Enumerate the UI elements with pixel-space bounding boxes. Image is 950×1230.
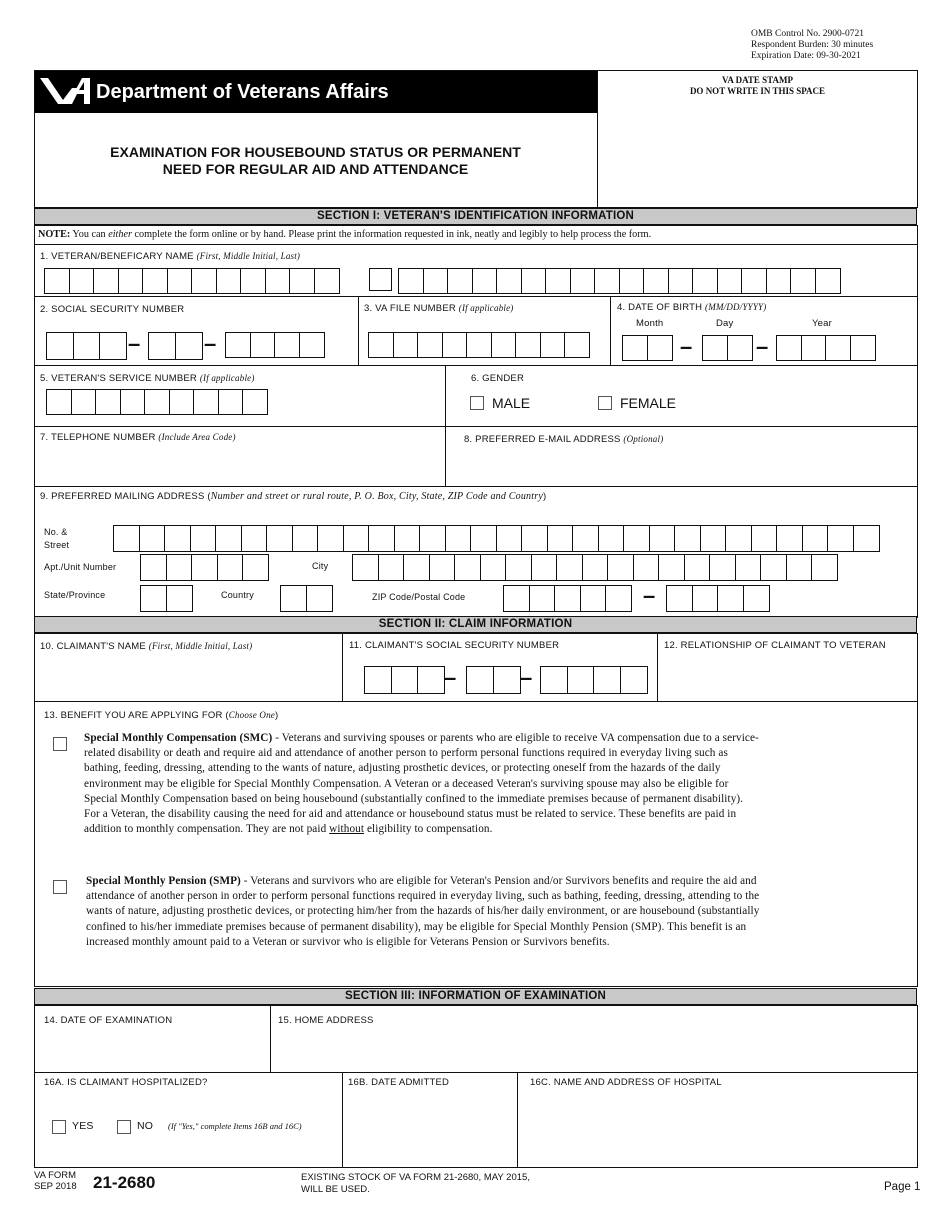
input-cell[interactable] xyxy=(700,525,727,552)
input-cell[interactable] xyxy=(827,525,854,552)
omb-burden: Respondent Burden: 30 minutes xyxy=(751,40,874,50)
input-cell[interactable] xyxy=(540,666,568,694)
input-cell[interactable] xyxy=(167,268,193,294)
state-label: State/Province xyxy=(44,590,106,600)
input-cell[interactable] xyxy=(598,525,625,552)
smp-line: attendance of another person in order to perform personal functions required in everyday living, such as bathing, feeding, dressing, attending to the xyxy=(86,890,760,903)
field5-label xyxy=(40,373,255,384)
smc-line: Special Monthly Compensation based on being housebound (substantially confined to the immediate premises because of permanent disability). xyxy=(84,792,744,805)
agency-name: Department of Veterans Affairs xyxy=(96,81,389,103)
input-cell[interactable] xyxy=(166,585,193,612)
input-cell[interactable] xyxy=(521,268,547,294)
home-address-field[interactable] xyxy=(276,1030,912,1068)
gender-female-checkbox[interactable] xyxy=(598,396,612,410)
divider xyxy=(34,486,918,487)
input-cell[interactable] xyxy=(556,554,583,581)
field7-label-text: 7. TELEPHONE NUMBER xyxy=(40,432,156,443)
zip-code-field[interactable] xyxy=(503,585,631,612)
input-cell[interactable] xyxy=(69,268,95,294)
section3-header: SECTION III: INFORMATION OF EXAMINATION xyxy=(34,988,917,1005)
input-cell[interactable] xyxy=(853,525,880,552)
divider xyxy=(34,701,918,702)
note-text: complete the form online or by hand. Please print the information requested in ink, neatly and legibly to help process the form. xyxy=(131,229,652,240)
input-cell[interactable] xyxy=(466,332,492,358)
input-cell[interactable] xyxy=(751,525,778,552)
field3-label-text: 3. VA FILE NUMBER xyxy=(364,303,456,314)
state-field[interactable] xyxy=(140,585,191,612)
veteran-middle-initial-field[interactable] xyxy=(369,268,391,291)
input-cell[interactable] xyxy=(46,389,72,415)
input-cell[interactable] xyxy=(658,554,685,581)
smc-line: related disability or death and require aid and attendance of another person to perform personal functions required in everyday living such as xyxy=(84,747,728,760)
divider xyxy=(342,1072,343,1168)
field10-hint: (First, Middle Initial, Last) xyxy=(148,641,253,651)
telephone-field[interactable] xyxy=(40,446,440,482)
claimant-name-field[interactable] xyxy=(40,656,336,696)
input-cell[interactable] xyxy=(99,332,127,360)
input-cell[interactable] xyxy=(790,268,816,294)
veteran-first-name-field[interactable] xyxy=(44,268,338,294)
input-cell[interactable] xyxy=(725,525,752,552)
input-cell[interactable] xyxy=(540,332,566,358)
input-cell[interactable] xyxy=(607,554,634,581)
field2-label: 2. SOCIAL SECURITY NUMBER xyxy=(40,304,185,315)
input-cell[interactable] xyxy=(811,554,838,581)
field13-label-text: 13. BENEFIT YOU ARE APPLYING FOR ( xyxy=(44,710,229,721)
smc-line: environment may be eligible for Special Monthly Compensation. A Veteran or a deceased Veteran's surviving spouse may also be eligible for xyxy=(84,777,729,790)
input-cell[interactable] xyxy=(280,585,307,612)
input-cell[interactable] xyxy=(148,332,176,360)
field8-label-text: 8. PREFERRED E-MAIL ADDRESS xyxy=(464,434,621,445)
smc-line: eligibility to compensation. xyxy=(364,823,493,836)
dob-day-label: Day xyxy=(716,318,734,329)
section2-header: SECTION II: CLAIM INFORMATION xyxy=(34,616,917,633)
input-cell[interactable] xyxy=(491,332,517,358)
dash: – xyxy=(643,583,656,608)
dob-day-field[interactable] xyxy=(702,335,751,361)
input-cell[interactable] xyxy=(274,332,300,358)
input-cell[interactable] xyxy=(531,554,558,581)
input-cell[interactable] xyxy=(215,525,242,552)
input-cell[interactable] xyxy=(393,332,419,358)
input-cell[interactable] xyxy=(480,554,507,581)
field4-label xyxy=(617,302,766,313)
input-cell[interactable] xyxy=(643,268,669,294)
input-cell[interactable] xyxy=(118,268,144,294)
section1-header: SECTION I: VETERAN'S IDENTIFICATION INFORMATION xyxy=(34,208,917,225)
input-cell[interactable] xyxy=(570,268,596,294)
input-cell[interactable] xyxy=(95,389,121,415)
field8-label xyxy=(464,434,663,445)
ssn-part2-field[interactable] xyxy=(148,332,201,360)
input-cell[interactable] xyxy=(265,268,291,294)
field5-label-text: 5. VETERAN'S SERVICE NUMBER xyxy=(40,373,197,384)
input-cell[interactable] xyxy=(496,268,522,294)
input-cell[interactable] xyxy=(423,268,449,294)
input-cell[interactable] xyxy=(113,525,140,552)
input-cell[interactable] xyxy=(717,268,743,294)
note-italic: either xyxy=(108,229,132,240)
input-cell[interactable] xyxy=(368,525,395,552)
input-cell[interactable] xyxy=(668,268,694,294)
relationship-field[interactable] xyxy=(662,656,912,696)
input-cell[interactable] xyxy=(674,525,701,552)
omb-control: OMB Control No. 2900-0721 xyxy=(751,29,864,39)
smp-description xyxy=(86,874,759,950)
input-cell[interactable] xyxy=(391,666,419,694)
street-label-street: Street xyxy=(44,540,70,550)
input-cell[interactable] xyxy=(242,554,269,581)
input-cell[interactable] xyxy=(493,666,521,694)
field1-label-text: 1. VETERAN/BENEFICARY NAME xyxy=(40,251,194,262)
field9-close: ) xyxy=(542,491,547,502)
input-cell[interactable] xyxy=(564,332,590,358)
divider xyxy=(34,426,918,427)
input-cell[interactable] xyxy=(529,585,556,612)
exam-date-field[interactable] xyxy=(40,1030,266,1068)
input-cell[interactable] xyxy=(240,268,266,294)
smp-title: Special Monthly Pension (SMP) xyxy=(86,875,241,887)
field13-hint: Choose One xyxy=(228,710,275,720)
field12-label: 12. RELATIONSHIP OF CLAIMANT TO VETERAN xyxy=(664,640,886,651)
input-cell[interactable] xyxy=(306,585,333,612)
page-number: Page 1 xyxy=(884,1181,921,1193)
input-cell[interactable] xyxy=(572,525,599,552)
input-cell[interactable] xyxy=(815,268,841,294)
smc-checkbox[interactable] xyxy=(53,737,67,751)
city-field[interactable] xyxy=(352,554,837,581)
input-cell[interactable] xyxy=(850,335,876,361)
field11-label: 11. CLAIMANT'S SOCIAL SECURITY NUMBER xyxy=(349,640,560,651)
input-cell[interactable] xyxy=(314,268,340,294)
input-cell[interactable] xyxy=(44,268,70,294)
date-admitted-field[interactable] xyxy=(346,1092,512,1164)
smp-checkbox[interactable] xyxy=(53,880,67,894)
input-cell[interactable] xyxy=(825,335,851,361)
title-line1: EXAMINATION FOR HOUSEBOUND STATUS OR PERMANENT xyxy=(110,144,521,160)
divider xyxy=(34,296,918,297)
input-cell[interactable] xyxy=(317,525,344,552)
input-cell[interactable] xyxy=(454,554,481,581)
input-cell[interactable] xyxy=(266,525,293,552)
smc-title: Special Monthly Compensation (SMC) xyxy=(84,732,273,744)
input-cell[interactable] xyxy=(666,585,693,612)
ssn-part1-field[interactable] xyxy=(46,332,126,360)
ssn-part3-field[interactable] xyxy=(225,332,323,358)
field14-label: 14. DATE OF EXAMINATION xyxy=(44,1015,173,1026)
field16a-label: 16A. IS CLAIMANT HOSPITALIZED? xyxy=(44,1077,208,1088)
street-field[interactable] xyxy=(113,525,878,552)
divider xyxy=(358,296,359,365)
input-cell[interactable] xyxy=(403,554,430,581)
field4-label-text: 4. DATE OF BIRTH xyxy=(617,302,703,313)
gender-male-checkbox[interactable] xyxy=(470,396,484,410)
smp-line: - Veterans and survivors who are eligible for Veteran's Pension and/or Survivors benefits and require the aid and xyxy=(240,875,757,887)
input-cell[interactable] xyxy=(547,525,574,552)
field15-label: 15. HOME ADDRESS xyxy=(278,1015,374,1026)
dash: – xyxy=(444,665,457,690)
input-cell[interactable] xyxy=(802,525,829,552)
dash: – xyxy=(204,331,217,356)
title-line2: NEED FOR REGULAR AID AND ATTENDANCE xyxy=(162,161,469,177)
input-cell[interactable] xyxy=(394,525,421,552)
city-label: City xyxy=(312,561,329,571)
input-cell[interactable] xyxy=(623,525,650,552)
dash: – xyxy=(756,334,769,359)
input-cell[interactable] xyxy=(727,335,753,361)
input-cell[interactable] xyxy=(241,525,268,552)
note-label: NOTE: xyxy=(38,229,71,240)
input-cell[interactable] xyxy=(605,585,632,612)
divider xyxy=(34,365,918,366)
field9-label-text: 9. PREFERRED MAILING ADDRESS ( xyxy=(40,491,211,502)
country-field[interactable] xyxy=(280,585,331,612)
divider xyxy=(270,1005,271,1072)
input-cell[interactable] xyxy=(368,332,394,358)
form-id-small xyxy=(34,1170,77,1192)
smp-line: wants of nature, adjusting prosthetic devices, or protecting him/her from the hazards of his/her daily environment, or are housebound (substantially xyxy=(86,905,760,918)
field9-label xyxy=(40,491,546,502)
input-cell[interactable] xyxy=(378,554,405,581)
input-cell[interactable] xyxy=(743,585,770,612)
input-cell[interactable] xyxy=(169,389,195,415)
service-number-field[interactable] xyxy=(46,389,267,415)
input-cell[interactable] xyxy=(419,525,446,552)
input-cell[interactable] xyxy=(289,268,315,294)
smc-line: addition to monthly compensation. They are not paid xyxy=(84,823,330,836)
note xyxy=(38,229,651,240)
dob-month-label: Month xyxy=(636,318,664,329)
claimant-ssn-part1-field[interactable] xyxy=(364,666,444,694)
field16c-label: 16C. NAME AND ADDRESS OF HOSPITAL xyxy=(530,1077,722,1088)
email-field[interactable] xyxy=(450,448,912,482)
divider xyxy=(610,296,611,365)
hospitalized-hint: (If "Yes," complete Items 16B and 16C) xyxy=(168,1121,302,1131)
stock-note xyxy=(301,1172,530,1196)
input-cell[interactable] xyxy=(175,332,203,360)
hospitalized-no-checkbox[interactable] xyxy=(117,1120,131,1134)
hospitalized-yes-checkbox[interactable] xyxy=(52,1120,66,1134)
input-cell[interactable] xyxy=(580,585,607,612)
omb-info xyxy=(751,29,873,62)
input-cell[interactable] xyxy=(692,585,719,612)
field9-hint: Number and street or rural route, P. O. Box, City, State, ZIP Code and Country xyxy=(210,491,543,502)
input-cell[interactable] xyxy=(554,585,581,612)
dash: – xyxy=(680,334,693,359)
input-cell[interactable] xyxy=(717,585,744,612)
input-cell[interactable] xyxy=(760,554,787,581)
input-cell[interactable] xyxy=(166,554,193,581)
dash: – xyxy=(128,331,141,356)
field4-hint: (MM/DD/YYYY) xyxy=(705,302,767,312)
hospital-name-address-field[interactable] xyxy=(522,1092,912,1164)
input-cell[interactable] xyxy=(218,389,244,415)
input-cell[interactable] xyxy=(299,332,325,358)
va-file-number-field[interactable] xyxy=(368,332,589,358)
divider xyxy=(657,633,658,701)
dob-month-field[interactable] xyxy=(622,335,671,361)
smc-underlined: without xyxy=(329,823,365,836)
dob-year-field[interactable] xyxy=(776,335,874,361)
field3-hint: (If applicable) xyxy=(458,303,514,313)
smc-description xyxy=(84,731,759,837)
input-cell[interactable] xyxy=(776,525,803,552)
country-label: Country xyxy=(221,590,254,600)
apt-label: Apt./Unit Number xyxy=(44,562,117,572)
input-cell[interactable] xyxy=(191,554,218,581)
input-cell[interactable] xyxy=(801,335,827,361)
input-cell[interactable] xyxy=(142,268,168,294)
input-cell[interactable] xyxy=(217,554,244,581)
input-cell[interactable] xyxy=(735,554,762,581)
field5-hint: (If applicable) xyxy=(199,373,255,383)
dob-year-label: Year xyxy=(812,318,832,329)
field1-hint: (First, Middle Initial, Last) xyxy=(196,251,301,261)
input-cell[interactable] xyxy=(190,525,217,552)
street-label-no: No. & xyxy=(44,527,68,537)
zip-extension-field[interactable] xyxy=(666,585,768,612)
header-frame xyxy=(34,70,918,208)
input-cell[interactable] xyxy=(545,268,571,294)
input-cell[interactable] xyxy=(466,666,494,694)
omb-expiration: Expiration Date: 09-30-2021 xyxy=(751,51,861,61)
smp-line: confined to his/her immediate premises because of permanent disability), may be eligible for Special Monthly Pension (SMP). This benefit is an xyxy=(86,920,747,933)
input-cell[interactable] xyxy=(140,585,167,612)
input-cell[interactable] xyxy=(364,666,392,694)
hospitalized-no-label: NO xyxy=(137,1120,154,1132)
field16b-label: 16B. DATE ADMITTED xyxy=(348,1077,450,1088)
input-cell[interactable] xyxy=(447,268,473,294)
input-cell[interactable] xyxy=(496,525,523,552)
input-cell[interactable] xyxy=(593,666,621,694)
input-cell[interactable] xyxy=(417,666,445,694)
input-cell[interactable] xyxy=(191,268,217,294)
note-pre: You can xyxy=(70,229,109,240)
input-cell[interactable] xyxy=(73,332,101,360)
claimant-ssn-part2-field[interactable] xyxy=(466,666,519,694)
input-cell[interactable] xyxy=(225,332,251,358)
field8-hint: (Optional) xyxy=(623,434,664,444)
input-cell[interactable] xyxy=(369,268,392,291)
input-cell[interactable] xyxy=(343,525,370,552)
field1-label xyxy=(40,251,300,262)
input-cell[interactable] xyxy=(702,335,728,361)
hospitalized-yes-label: YES xyxy=(72,1120,94,1132)
input-cell[interactable] xyxy=(398,268,424,294)
input-cell[interactable] xyxy=(216,268,242,294)
input-cell[interactable] xyxy=(429,554,456,581)
input-cell[interactable] xyxy=(786,554,813,581)
street-label xyxy=(44,526,69,552)
input-cell[interactable] xyxy=(250,332,276,358)
input-cell[interactable] xyxy=(649,525,676,552)
divider xyxy=(517,1072,518,1168)
claimant-ssn-part3-field[interactable] xyxy=(540,666,646,694)
smc-line: - Veterans and surviving spouses or parents who are eligible to receive VA compensation due to a service- xyxy=(272,732,759,744)
stamp-line2: DO NOT WRITE IN THIS SPACE xyxy=(689,86,826,96)
input-cell[interactable] xyxy=(741,268,767,294)
input-cell[interactable] xyxy=(684,554,711,581)
input-cell[interactable] xyxy=(515,332,541,358)
zip-label: ZIP Code/Postal Code xyxy=(372,592,466,602)
input-cell[interactable] xyxy=(622,335,648,361)
input-cell[interactable] xyxy=(567,666,595,694)
divider xyxy=(34,244,918,245)
input-cell[interactable] xyxy=(633,554,660,581)
gender-male-label: MALE xyxy=(492,395,531,411)
form-title xyxy=(34,144,597,178)
input-cell[interactable] xyxy=(139,525,166,552)
field10-label xyxy=(40,641,252,652)
input-cell[interactable] xyxy=(242,389,268,415)
field7-hint: (Include Area Code) xyxy=(158,432,236,442)
field3-label xyxy=(364,303,514,314)
input-cell[interactable] xyxy=(472,268,498,294)
field10-label-text: 10. CLAIMANT'S NAME xyxy=(40,641,146,652)
field7-label xyxy=(40,432,236,443)
input-cell[interactable] xyxy=(505,554,532,581)
input-cell[interactable] xyxy=(619,268,645,294)
input-cell[interactable] xyxy=(709,554,736,581)
input-cell[interactable] xyxy=(620,666,648,694)
form-label: VA FORM xyxy=(34,1170,77,1181)
dash: – xyxy=(520,665,533,690)
input-cell[interactable] xyxy=(692,268,718,294)
field6-label: 6. GENDER xyxy=(471,373,525,384)
input-cell[interactable] xyxy=(776,335,802,361)
input-cell[interactable] xyxy=(120,389,146,415)
input-cell[interactable] xyxy=(352,554,379,581)
gender-female-label: FEMALE xyxy=(620,395,677,411)
input-cell[interactable] xyxy=(164,525,191,552)
input-cell[interactable] xyxy=(193,389,219,415)
input-cell[interactable] xyxy=(46,332,74,360)
input-cell[interactable] xyxy=(140,554,167,581)
input-cell[interactable] xyxy=(647,335,673,361)
divider xyxy=(342,633,343,701)
smc-line: bathing, feeding, dressing, attending to the wants of nature, adjusting prosthetic devices, or protecting oneself from the hazards of the daily xyxy=(84,762,721,775)
smp-line: increased monthly amount paid to a Veteran or survivor who is eligible for Veterans Pension or Survivors benefits. xyxy=(86,935,610,948)
field13-close: ) xyxy=(274,710,279,721)
stock-line2: WILL BE USED. xyxy=(301,1184,370,1195)
input-cell[interactable] xyxy=(93,268,119,294)
input-cell[interactable] xyxy=(470,525,497,552)
input-cell[interactable] xyxy=(594,268,620,294)
input-cell[interactable] xyxy=(521,525,548,552)
input-cell[interactable] xyxy=(766,268,792,294)
form-date: SEP 2018 xyxy=(34,1181,77,1192)
input-cell[interactable] xyxy=(503,585,530,612)
input-cell[interactable] xyxy=(445,525,472,552)
apt-unit-field[interactable] xyxy=(140,554,268,581)
field13-label xyxy=(44,710,278,721)
smc-line: For a Veteran, the disability causing the need for aid and attendance or housebound status must be related to service. These benefits are paid in xyxy=(84,808,737,821)
form-number: 21-2680 xyxy=(93,1173,156,1192)
input-cell[interactable] xyxy=(71,389,97,415)
input-cell[interactable] xyxy=(582,554,609,581)
stamp-line1: VA DATE STAMP xyxy=(721,75,793,85)
input-cell[interactable] xyxy=(442,332,468,358)
stock-line1: EXISTING STOCK OF VA FORM 21-2680, MAY 2015, xyxy=(301,1172,530,1183)
input-cell[interactable] xyxy=(417,332,443,358)
veteran-last-name-field[interactable] xyxy=(398,268,839,294)
input-cell[interactable] xyxy=(144,389,170,415)
input-cell[interactable] xyxy=(292,525,319,552)
divider xyxy=(34,1072,918,1073)
